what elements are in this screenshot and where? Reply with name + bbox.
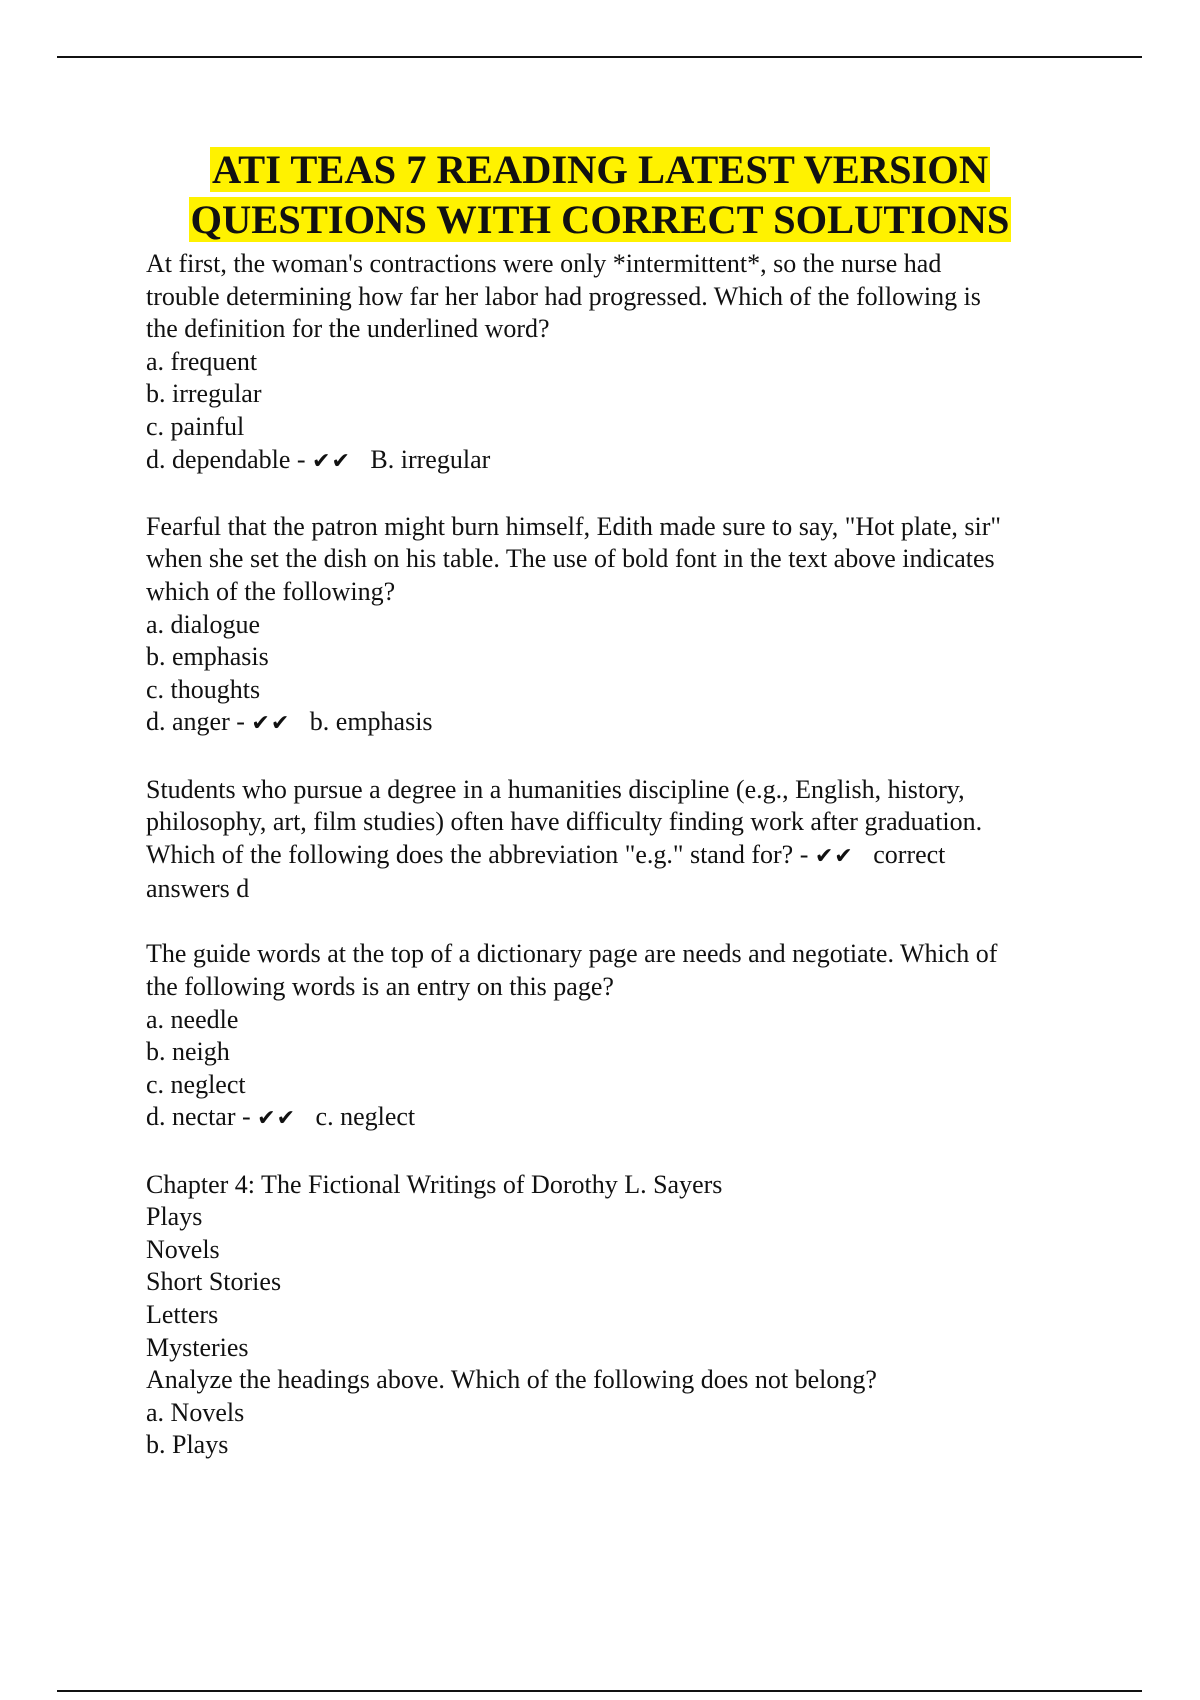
question-1-option-d: d. dependable - — [146, 444, 306, 474]
question-1-option-b: b. irregular — [146, 379, 262, 409]
page-title — [60, 145, 1140, 245]
bottom-rule — [57, 1690, 1142, 1692]
title-line-2: QUESTIONS WITH CORRECT SOLUTIONS — [190, 197, 1010, 242]
question-2-answer: b. emphasis — [309, 707, 433, 737]
question-2-text-line: which of the following? — [146, 576, 396, 606]
question-1-text-line: trouble determining how far her labor had progressed. Which of the following is — [146, 281, 981, 311]
question-4-text-line: the following words is an entry on this page? — [146, 972, 614, 1002]
top-rule — [57, 56, 1142, 58]
question-2 — [146, 511, 1096, 741]
title-line-1: ATI TEAS 7 READING LATEST VERSION — [211, 147, 989, 192]
question-5-heading-item: Plays — [146, 1202, 203, 1232]
question-1-option-a: a. frequent — [146, 346, 258, 376]
question-1-text-line: the definition for the underlined word? — [146, 314, 550, 344]
question-5-heading-item: Short Stories — [146, 1267, 282, 1297]
question-5-option-a: a. Novels — [146, 1397, 245, 1427]
question-3-text-line-with-answer — [146, 839, 1096, 874]
question-2-text-line: Fearful that the patron might burn himself, Edith made sure to say, "Hot plate, sir" — [146, 511, 1001, 541]
question-5-prompt: Analyze the headings above. Which of the following does not belong? — [146, 1365, 877, 1395]
question-1-text-line: At first, the woman's contractions were only *intermittent*, so the nurse had — [146, 249, 942, 278]
question-2-option-c: c. thoughts — [146, 674, 261, 704]
question-3-answer-part: correct — [873, 839, 946, 869]
double-check-icon: ✔✔ — [814, 843, 854, 869]
question-1-answer: B. irregular — [370, 444, 491, 474]
question-4 — [146, 938, 1096, 1136]
question-2-option-a: a. dialogue — [146, 609, 261, 639]
question-3-text-prefix: Which of the following does the abbreviation "e.g." stand for? - — [146, 839, 809, 869]
question-5-option-b: b. Plays — [146, 1430, 229, 1460]
double-check-icon: ✔✔ — [251, 711, 291, 737]
double-check-icon: ✔✔ — [312, 448, 351, 474]
question-4-option-c: c. neglect — [146, 1069, 246, 1099]
question-2-option-b: b. emphasis — [146, 642, 269, 672]
question-5-heading-item: Novels — [146, 1234, 220, 1264]
question-2-option-d-with-answer — [146, 706, 1096, 741]
double-check-icon: ✔✔ — [257, 1106, 297, 1132]
question-3-text-line: Students who pursue a degree in a humanities discipline (e.g., English, history, — [146, 774, 965, 804]
question-5-heading-item: Letters — [146, 1300, 219, 1329]
question-1-option-c: c. painful — [146, 411, 245, 441]
document-body — [146, 248, 1096, 1495]
question-3-text-line: philosophy, art, film studies) often have difficulty finding work after graduation. — [146, 807, 983, 837]
question-4-text-line: The guide words at the top of a dictionary page are needs and negotiate. Which of — [146, 939, 998, 969]
question-4-answer: c. neglect — [315, 1102, 416, 1132]
question-1-option-d-with-answer — [146, 444, 1096, 479]
question-4-option-d-with-answer — [146, 1101, 1096, 1136]
question-4-option-b: b. neigh — [146, 1037, 230, 1067]
question-4-option-d: d. nectar - — [146, 1102, 251, 1132]
question-1 — [146, 248, 1096, 478]
question-2-text-line: when she set the dish on his table. The use of bold font in the text above indicates — [146, 544, 995, 574]
question-5-chapter-heading: Chapter 4: The Fictional Writings of Dorothy L. Sayers — [146, 1169, 723, 1199]
question-2-option-d: d. anger - — [146, 707, 245, 737]
question-3-answer-rest: answers d — [146, 874, 250, 904]
question-4-option-a: a. needle — [146, 1004, 239, 1034]
question-5-heading-item: Mysteries — [146, 1332, 249, 1362]
question-5 — [146, 1169, 1096, 1462]
question-3 — [146, 774, 1096, 906]
